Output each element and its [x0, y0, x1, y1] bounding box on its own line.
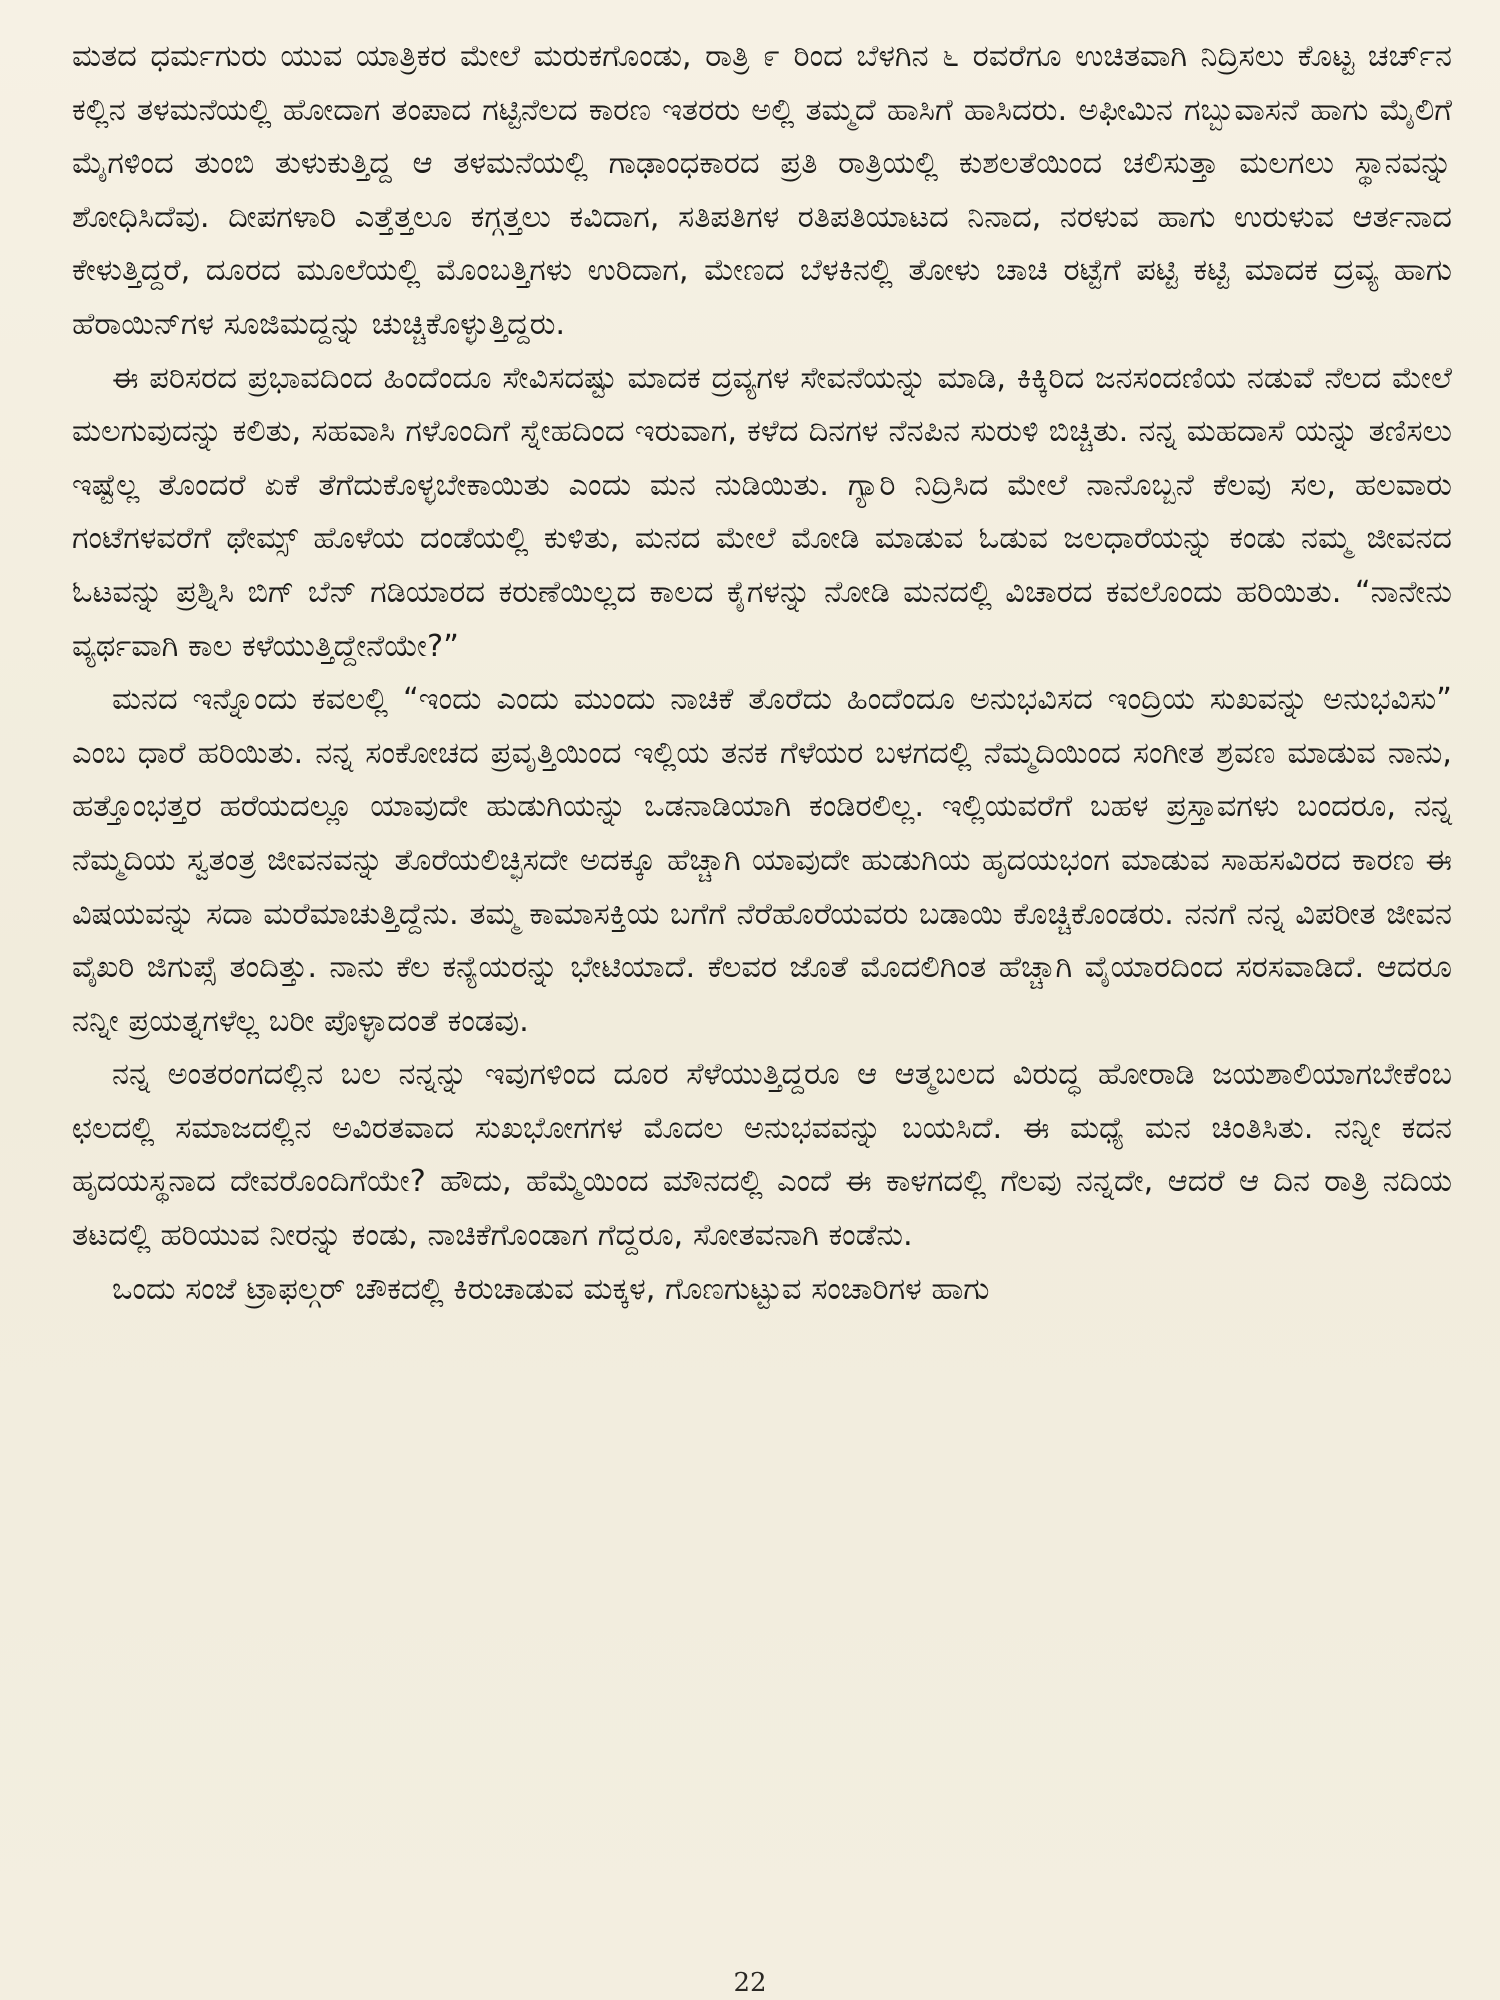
paragraph: ನನ್ನ ಅಂತರಂಗದಲ್ಲಿನ ಬಲ ನನ್ನನ್ನು ಇವುಗಳಿಂದ ದೂರ ಸೆಳೆಯುತ್ತಿದ್ದರೂ ಆ ಆತ್ಮಬಲದ ವಿರುದ್ಧ ಹೋರಾಡಿ ಜಯಶಾಲಿಯಾಗಬೇಕೆಂಬ ಛಲದಲ್ಲಿ ಸಮಾಜದಲ್ಲಿನ ಅವಿರತವಾದ ಸುಖಭೋಗಗಳ ಮೊದಲ ಅನುಭವವನ್ನು ಬಯಸಿದೆ. ಈ ಮಧ್ಯೆ ಮನ ಚಿಂತಿಸಿತು. ನನ್ನೀ ಕದನ ಹೃದಯಸ್ಥನಾದ ದೇವರೊಂದಿಗೆಯೇ? ಹೌದು, ಹೆಮ್ಮೆಯಿಂದ ಮೌನದಲ್ಲಿ ಎಂದೆ ಈ ಕಾಳಗದಲ್ಲಿ ಗೆಲವು ನನ್ನದೇ, ಆದರೆ ಆ ದಿನ ರಾತ್ರಿ ನದಿಯ ತಟದಲ್ಲಿ ಹರಿಯುವ ನೀರನ್ನು ಕಂಡು, ನಾಚಿಕೆಗೊಂಡಾಗ ಗೆದ್ದರೂ, ಸೋತವನಾಗಿ ಕಂಡೆನು.	[72, 1057, 1452, 1254]
body-text	[72, 30, 1452, 1316]
paragraph: ಮತದ ಧರ್ಮಗುರು ಯುವ ಯಾತ್ರಿಕರ ಮೇಲೆ ಮರುಕಗೊಂಡು, ರಾತ್ರಿ ೯ ರಿಂದ ಬೆಳಗಿನ ೬ ರವರೆಗೂ ಉಚಿತವಾಗಿ ನಿದ್ರಿಸಲು ಕೊಟ್ಟ ಚರ್ಚ್‌ನ ಕಲ್ಲಿನ ತಳಮನೆಯಲ್ಲಿ ಹೋದಾಗ ತಂಪಾದ ಗಟ್ಟಿನೆಲದ ಕಾರಣ ಇತರರು ಅಲ್ಲಿ ತಮ್ಮದೆ ಹಾಸಿಗೆ ಹಾಸಿದರು. ಅಫೀಮಿನ ಗಬ್ಬುವಾಸನೆ ಹಾಗು ಮೈಲಿಗೆ ಮೈಗಳಿಂದ ತುಂಬಿ ತುಳುಕುತ್ತಿದ್ದ ಆ ತಳಮನೆಯಲ್ಲಿ ಗಾಢಾಂಧಕಾರದ ಪ್ರತಿ ರಾತ್ರಿಯಲ್ಲಿ ಕುಶಲತೆಯಿಂದ ಚಲಿಸುತ್ತಾ ಮಲಗಲು ಸ್ಥಾನವನ್ನು ಶೋಧಿಸಿದೆವು. ದೀಪಗಳಾರಿ ಎತ್ತೆತ್ತಲೂ ಕಗ್ಗತ್ತಲು ಕವಿದಾಗ, ಸತಿಪತಿಗಳ ರತಿಪತಿಯಾಟದ ನಿನಾದ, ನರಳುವ ಹಾಗು ಉರುಳುವ ಆರ್ತನಾದ ಕೇಳುತ್ತಿದ್ದರೆ, ದೂರದ ಮೂಲೆಯಲ್ಲಿ ಮೊಂಬತ್ತಿಗಳು ಉರಿದಾಗ, ಮೇಣದ ಬೆಳಕಿನಲ್ಲಿ ತೋಳು ಚಾಚಿ ರಟ್ಟೆಗೆ ಪಟ್ಟಿ ಕಟ್ಟಿ ಮಾದಕ ದ್ರವ್ಯ ಹಾಗು ಹೆರಾಯಿನ್‌ಗಳ ಸೂಜಿಮದ್ದನ್ನು ಚುಚ್ಚಿಕೊಳ್ಳುತ್ತಿದ್ದರು.	[72, 39, 1452, 342]
paragraph: ಈ ಪರಿಸರದ ಪ್ರಭಾವದಿಂದ ಹಿಂದೆಂದೂ ಸೇವಿಸದಷ್ಟು ಮಾದಕ ದ್ರವ್ಯಗಳ ಸೇವನೆಯನ್ನು ಮಾಡಿ, ಕಿಕ್ಕಿರಿದ ಜನಸಂದಣಿಯ ನಡುವೆ ನೆಲದ ಮೇಲೆ ಮಲಗುವುದನ್ನು ಕಲಿತು, ಸಹವಾಸಿ ಗಳೊಂದಿಗೆ ಸ್ನೇಹದಿಂದ ಇರುವಾಗ, ಕಳೆದ ದಿನಗಳ ನೆನಪಿನ ಸುರುಳಿ ಬಿಚ್ಚಿತು. ನನ್ನ ಮಹದಾಸೆ ಯನ್ನು ತಣಿಸಲು ಇಷ್ಟೆಲ್ಲ ತೊಂದರೆ ಏಕೆ ತೆಗೆದುಕೊಳ್ಳಬೇಕಾಯಿತು ಎಂದು ಮನ ನುಡಿಯಿತು. ಗ್ಯಾರಿ ನಿದ್ರಿಸಿದ ಮೇಲೆ ನಾನೊಬ್ಬನೆ ಕೆಲವು ಸಲ, ಹಲವಾರು ಗಂಟೆಗಳವರೆಗೆ ಥೇಮ್ಸ್ ಹೊಳೆಯ ದಂಡೆಯಲ್ಲಿ ಕುಳಿತು, ಮನದ ಮೇಲೆ ಮೋಡಿ ಮಾಡುವ ಓಡುವ ಜಲಧಾರೆಯನ್ನು ಕಂಡು ನಮ್ಮ ಜೀವನದ ಓಟವನ್ನು ಪ್ರಶ್ನಿಸಿ ಬಿಗ್ ಬೆನ್ ಗಡಿಯಾರದ ಕರುಣೆಯಿಲ್ಲದ ಕಾಲದ ಕೈಗಳನ್ನು ನೋಡಿ ಮನದಲ್ಲಿ ವಿಚಾರದ ಕವಲೊಂದು ಹರಿಯಿತು. “ನಾನೇನು ವ್ಯರ್ಥವಾಗಿ ಕಾಲ ಕಳೆಯುತ್ತಿದ್ದೇನೆಯೇ?”	[72, 360, 1452, 664]
paragraph: ಒಂದು ಸಂಜೆ ಟ್ರಾಫಲ್ಗರ್ ಚೌಕದಲ್ಲಿ ಕಿರುಚಾಡುವ ಮಕ್ಕಳ, ಗೊಣಗುಟ್ಟುವ ಸಂಚಾರಿಗಳ ಹಾಗು	[112, 1271, 990, 1307]
page-number: 22	[733, 1968, 767, 1998]
paragraph: ಮನದ ಇನ್ನೊಂದು ಕವಲಲ್ಲಿ “ಇಂದು ಎಂದು ಮುಂದು ನಾಚಿಕೆ ತೊರೆದು ಹಿಂದೆಂದೂ ಅನುಭವಿಸದ ಇಂದ್ರಿಯ ಸುಖವನ್ನು ಅನುಭವಿಸು” ಎಂಬ ಧಾರೆ ಹರಿಯಿತು. ನನ್ನ ಸಂಕೋಚದ ಪ್ರವೃತ್ತಿಯಿಂದ ಇಲ್ಲಿಯ ತನಕ ಗೆಳೆಯರ ಬಳಗದಲ್ಲಿ ನೆಮ್ಮದಿಯಿಂದ ಸಂಗೀತ ಶ್ರವಣ ಮಾಡುವ ನಾನು, ಹತ್ತೊಂಭತ್ತರ ಹರೆಯದಲ್ಲೂ ಯಾವುದೇ ಹುಡುಗಿಯನ್ನು ಒಡನಾಡಿಯಾಗಿ ಕಂಡಿರಲಿಲ್ಲ. ಇಲ್ಲಿಯವರೆಗೆ ಬಹಳ ಪ್ರಸ್ತಾವಗಳು ಬಂದರೂ, ನನ್ನ ನೆಮ್ಮದಿಯ ಸ್ವತಂತ್ರ ಜೀವನವನ್ನು ತೊರೆಯಲಿಚ್ಛಿಸದೇ ಅದಕ್ಕೂ ಹೆಚ್ಚಾಗಿ ಯಾವುದೇ ಹುಡುಗಿಯ ಹೃದಯಭಂಗ ಮಾಡುವ ಸಾಹಸವಿರದ ಕಾರಣ ಈ ವಿಷಯವನ್ನು ಸದಾ ಮರೆಮಾಚುತ್ತಿದ್ದೆನು. ತಮ್ಮ ಕಾಮಾಸಕ್ತಿಯ ಬಗೆಗೆ ನೆರೆಹೊರೆಯವರು ಬಡಾಯಿ ಕೊಚ್ಚಿಕೊಂಡರು. ನನಗೆ ನನ್ನ ವಿಪರೀತ ಜೀವನ ವೈಖರಿ ಜಿಗುಪ್ಸೆ ತಂದಿತ್ತು. ನಾನು ಕೆಲ ಕನ್ಯೆಯರನ್ನು ಭೇಟಿಯಾದೆ. ಕೆಲವರ ಜೊತೆ ಮೊದಲಿಗಿಂತ ಹೆಚ್ಚಾಗಿ ವೈಯಾರದಿಂದ ಸರಸವಾಡಿದೆ. ಆದರೂ ನನ್ನೀ ಪ್ರಯತ್ನಗಳೆಲ್ಲ ಬರೀ ಪೊಳ್ಳಾದಂತೆ ಕಂಡವು.	[72, 682, 1452, 1039]
